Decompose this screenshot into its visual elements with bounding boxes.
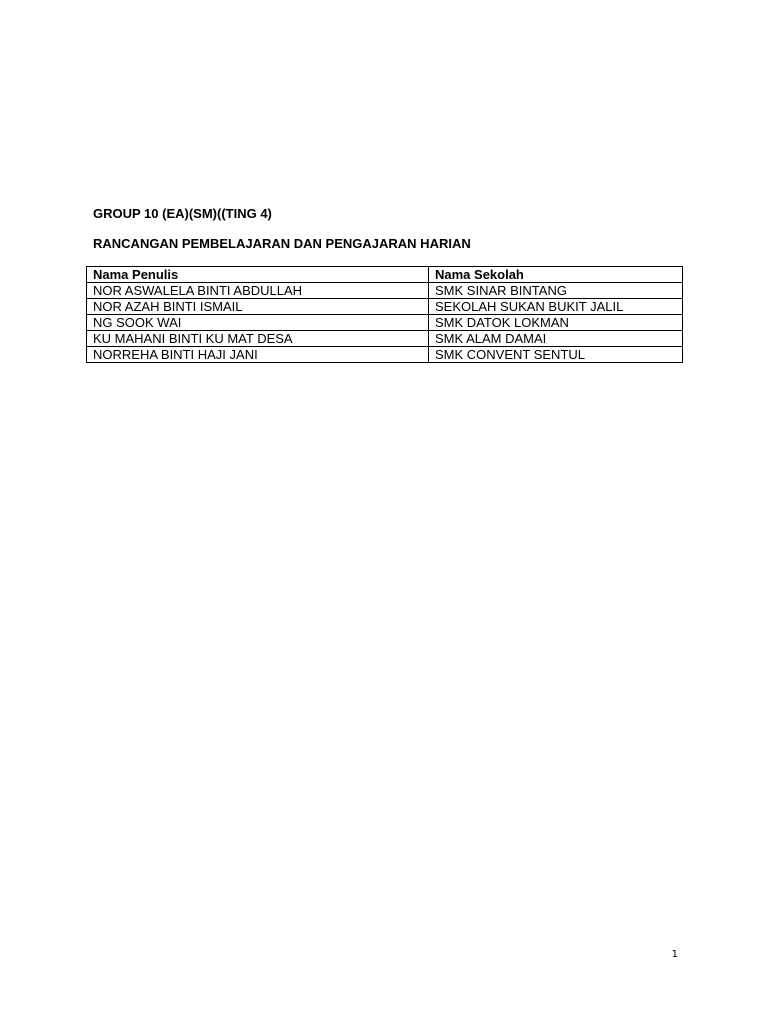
table-row — [87, 331, 683, 347]
writer-name-cell: NOR ASWALELA BINTI ABDULLAH — [87, 283, 429, 299]
school-name-cell: SMK SINAR BINTANG — [429, 283, 683, 299]
writer-name-cell: KU MAHANI BINTI KU MAT DESA — [87, 331, 429, 347]
school-name-cell: SMK ALAM DAMAI — [429, 331, 683, 347]
group-title: GROUP 10 (EA)(SM)((TING 4) — [93, 206, 272, 221]
school-name-cell: SEKOLAH SUKAN BUKIT JALIL — [429, 299, 683, 315]
table-row — [87, 347, 683, 363]
header-writer-name: Nama Penulis — [87, 267, 429, 283]
writer-name-cell: NORREHA BINTI HAJI JANI — [87, 347, 429, 363]
writer-name-cell: NG SOOK WAI — [87, 315, 429, 331]
table-row — [87, 299, 683, 315]
page-number: 1 — [671, 949, 678, 960]
table-header-row — [87, 267, 683, 283]
school-name-cell: SMK DATOK LOKMAN — [429, 315, 683, 331]
plan-title: RANCANGAN PEMBELAJARAN DAN PENGAJARAN HARIAN — [93, 236, 471, 251]
table-row — [87, 315, 683, 331]
header-school-name: Nama Sekolah — [429, 267, 683, 283]
writers-table — [86, 266, 683, 363]
table-row — [87, 283, 683, 299]
school-name-cell: SMK CONVENT SENTUL — [429, 347, 683, 363]
writer-name-cell: NOR AZAH BINTI ISMAIL — [87, 299, 429, 315]
